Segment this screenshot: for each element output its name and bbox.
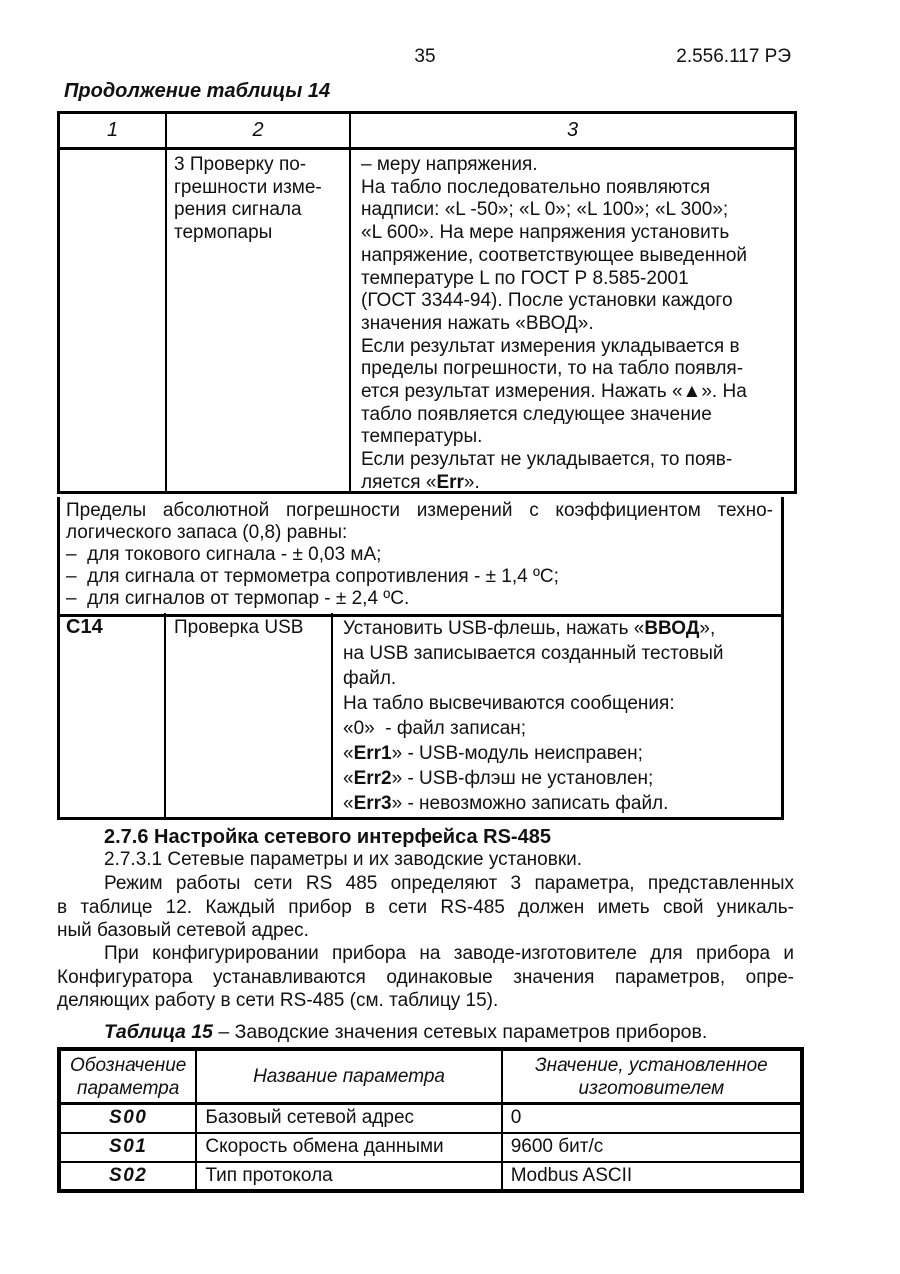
table14-col-header-2: 2 [167,114,351,147]
table15-caption-label: Таблица 15 [104,1021,213,1043]
para-factory-settings: При конфигурировании прибора на заводе-изготовителе для прибора и Конфигуратора устанавливаются одинаковые значения параметров, опре- деляющих работу в сети RS-485 (см. таблицу 15). [57,943,794,1012]
table15-header-param-name: Название параметра [196,1050,501,1104]
param-value: 0 [502,1104,802,1133]
section-heading-rs485: 2.7.6 Настройка сетевого интерфейса RS-485 [104,826,551,848]
table14-row-error-limits: Пределы абсолютной погрешности измерений с коэффициентом техно- логического запаса (0,8) равны: – для токового сигнала - ± 0,03 мА; – для сигнала от термометра сопротивления - ± 1,4 ºС; – для сигналов от термопар - ± 2,4 ºС. [57,497,784,617]
cell-number [60,150,167,491]
table15 [58,1048,803,1192]
cell-c14-name: Проверка USB [166,613,333,817]
table15-header-designation: Обозначение параметра [60,1050,197,1104]
table15-row-s01 [60,1133,802,1162]
param-code: S01 [60,1133,197,1162]
table14 [57,111,797,494]
param-code: S02 [60,1162,197,1191]
table15-row-s02 [60,1162,802,1191]
table14-col-header-3: 3 [566,119,579,141]
table15-header-factory-value: Значение, установленное изготовителем [502,1050,802,1104]
table14-row-thermocouple-check [60,150,794,491]
table15-row-s00 [60,1104,802,1133]
param-code: S00 [60,1104,197,1133]
param-value: 9600 бит/с [502,1133,802,1162]
para-rs485-mode: Режим работы сети RS 485 определяют 3 параметра, представленных в таблице 12. Каждый прибор в сети RS-485 должен иметь свой уникаль- ный базовый сетевой адрес. [57,873,794,942]
table14-header-row [60,114,794,150]
page-number: 35 [414,46,436,67]
table14-continuation-caption: Продолжение таблицы 14 [64,80,331,102]
param-name: Базовый сетевой адрес [196,1104,501,1133]
page-header [57,46,793,70]
doc-code: 2.556.117 РЭ [676,46,791,67]
table15-header-row [60,1050,802,1104]
para-network-params-title: 2.7.3.1 Сетевые параметры и их заводские установки. [104,849,583,870]
cell-c14-procedure: Установить USB-флешь, нажать «ВВОД», на USB записывается созданный тестовый файл. На табло высвечиваются сообщения: «0» - файл записан; «Err1» - USB-модуль неисправен; «Err2» - USB-флэш не установлен; «Err3» - невозможно записать файл. [343,618,724,814]
table15-caption [104,1021,707,1044]
param-value: Modbus ASCII [502,1162,802,1191]
table14-col-header-1: 1 [60,114,167,147]
param-name: Скорость обмена данными [196,1133,501,1162]
cell-check-procedure: – меру напряжения. На табло последовательно появляются надписи: «L -50»; «L 0»; «L 100»; «L 300»; «L 600». На мере напряжения установить напряжение, соответствующее выведенной температуре L по ГОСТ Р 8.585-2001 (ГОСТ 3344-94). После установки каждого значения нажать «ВВОД». Если результат измерения укладывается в пределы погрешности, то на табло появля- ется результат измерения. Нажать «▲». На табло появляется следующее значение температуры. Если результат не укладывается, то появ- ляется «Err». [361,154,747,493]
param-name: Тип протокола [196,1162,501,1191]
table15-caption-text: – Заводские значения сетевых параметров приборов. [212,1021,708,1043]
table14-row-c14-usb-check [57,613,784,820]
cell-c14-code: С14 [60,613,166,817]
cell-check-name: 3 Проверку по- грешности изме- рения сигнала термопары [167,150,351,491]
